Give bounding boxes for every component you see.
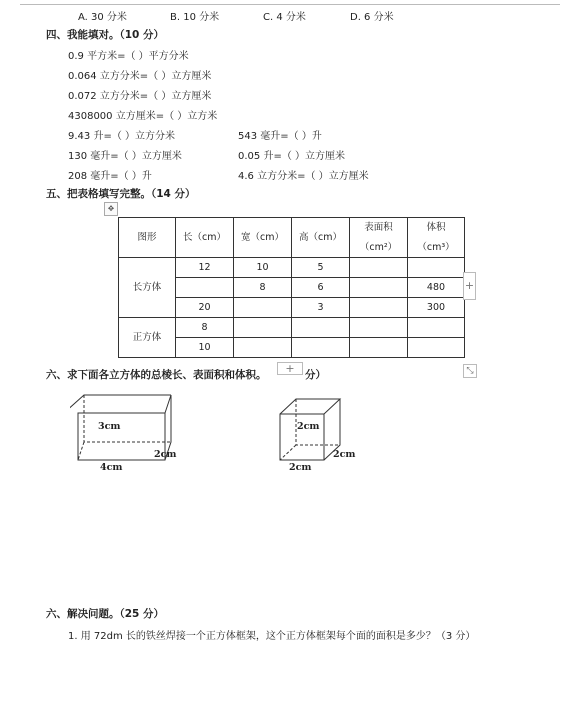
header-shape: 图形 bbox=[119, 218, 176, 258]
table-cell[interactable] bbox=[350, 278, 408, 298]
header-volume-line2: （cm³） bbox=[417, 241, 455, 253]
top-rule bbox=[20, 4, 560, 5]
table-cell[interactable] bbox=[234, 338, 292, 358]
cube-top-edges bbox=[280, 399, 340, 414]
fill-line-2: 0.064 立方分米=（ ）立方厘米 bbox=[68, 71, 212, 82]
cube-hidden-diagonal bbox=[280, 445, 296, 460]
table-cell[interactable]: 480 bbox=[408, 278, 465, 298]
header-surface-area-line2: （cm²） bbox=[359, 241, 398, 253]
table-cell[interactable] bbox=[176, 278, 234, 298]
header-volume bbox=[408, 218, 465, 258]
row-label-cube: 正方体 bbox=[119, 318, 176, 358]
section6b-title: 六、解决问题。（25 分） bbox=[46, 608, 165, 620]
fill-line-3: 0.072 立方分米=（ ）立方厘米 bbox=[68, 91, 212, 102]
add-column-button[interactable]: + bbox=[463, 272, 476, 300]
row-label-cuboid: 长方体 bbox=[119, 258, 176, 318]
table-cell[interactable] bbox=[292, 338, 350, 358]
cube-length-label: 2cm bbox=[289, 462, 312, 473]
option-a: A. 30 分米 bbox=[78, 12, 127, 23]
cuboid-hidden-diagonal bbox=[78, 442, 84, 460]
cuboid-top-right-edge bbox=[165, 395, 171, 413]
table-cell[interactable] bbox=[350, 298, 408, 318]
table-cell[interactable]: 8 bbox=[176, 318, 234, 338]
table-cell[interactable]: 5 bbox=[292, 258, 350, 278]
cuboid-hidden-edges bbox=[84, 395, 171, 442]
option-b: B. 10 分米 bbox=[170, 12, 220, 23]
table-cell[interactable]: 20 bbox=[176, 298, 234, 318]
table-cell[interactable] bbox=[234, 298, 292, 318]
fill-line-1: 0.9 平方米=（ ）平方分米 bbox=[68, 51, 189, 62]
table-cell[interactable] bbox=[350, 258, 408, 278]
data-table bbox=[118, 217, 465, 358]
table-cell[interactable]: 12 bbox=[176, 258, 234, 278]
table-move-handle-icon[interactable]: ✥ bbox=[104, 202, 118, 216]
cuboid-width-label: 2cm bbox=[154, 449, 177, 460]
table-cell[interactable]: 300 bbox=[408, 298, 465, 318]
question-1: 1. 用 72dm 长的铁丝焊接一个正方体框架，这个正方体框架每个面的面积是多少？（3 分） bbox=[68, 631, 476, 642]
option-d: D. 6 分米 bbox=[350, 12, 394, 23]
header-surface-area bbox=[350, 218, 408, 258]
table-cell[interactable] bbox=[408, 338, 465, 358]
cube-height-label: 2cm bbox=[297, 421, 320, 432]
table-cell[interactable] bbox=[350, 338, 408, 358]
section6a-title-tail: 分） bbox=[305, 369, 326, 381]
fill-line-4: 4308000 立方厘米=（ ）立方米 bbox=[68, 111, 218, 122]
table-cell[interactable] bbox=[234, 318, 292, 338]
table-cell[interactable] bbox=[350, 318, 408, 338]
cuboid-top-edges bbox=[70, 395, 171, 413]
fill-pair-3-right: 4.6 立方分米=（ ）立方厘米 bbox=[238, 171, 369, 182]
table-cell[interactable] bbox=[292, 318, 350, 338]
section6a-title: 六、求下面各立方体的总棱长、表面积和体积。 bbox=[46, 369, 267, 381]
add-row-button[interactable]: + bbox=[277, 362, 303, 375]
header-surface-area-line1: 表面积 bbox=[364, 221, 393, 233]
header-volume-line1: 体积 bbox=[426, 221, 446, 233]
fill-pair-2-left: 130 毫升=（ ）立方厘米 bbox=[68, 151, 182, 162]
cuboid-height-label: 3cm bbox=[98, 421, 121, 432]
header-length: 长（cm） bbox=[176, 218, 234, 258]
table-cell[interactable]: 10 bbox=[234, 258, 292, 278]
fill-pair-1-right: 543 毫升=（ ）升 bbox=[238, 131, 322, 142]
table-cell[interactable]: 3 bbox=[292, 298, 350, 318]
section5-title: 五、把表格填写完整。（14 分） bbox=[46, 188, 196, 200]
fill-pair-1-left: 9.43 升=（ ）立方分米 bbox=[68, 131, 176, 142]
section4-title: 四、我能填对。（10 分） bbox=[46, 29, 165, 41]
option-c: C. 4 分米 bbox=[263, 12, 306, 23]
cube-width-label: 2cm bbox=[333, 449, 356, 460]
table-cell[interactable]: 6 bbox=[292, 278, 350, 298]
cuboid-length-label: 4cm bbox=[100, 462, 123, 473]
header-width: 宽（cm） bbox=[234, 218, 292, 258]
fill-pair-2-right: 0.05 升=（ ）立方厘米 bbox=[238, 151, 346, 162]
table-cell[interactable]: 10 bbox=[176, 338, 234, 358]
cuboid-front-face bbox=[78, 413, 165, 460]
table-cell[interactable] bbox=[408, 318, 465, 338]
table-cell[interactable]: 8 bbox=[234, 278, 292, 298]
header-height: 高（cm） bbox=[292, 218, 350, 258]
fill-pair-3-left: 208 毫升=（ ）升 bbox=[68, 171, 152, 182]
table-resize-icon[interactable]: ⤡ bbox=[463, 364, 477, 378]
table-cell[interactable] bbox=[408, 258, 465, 278]
